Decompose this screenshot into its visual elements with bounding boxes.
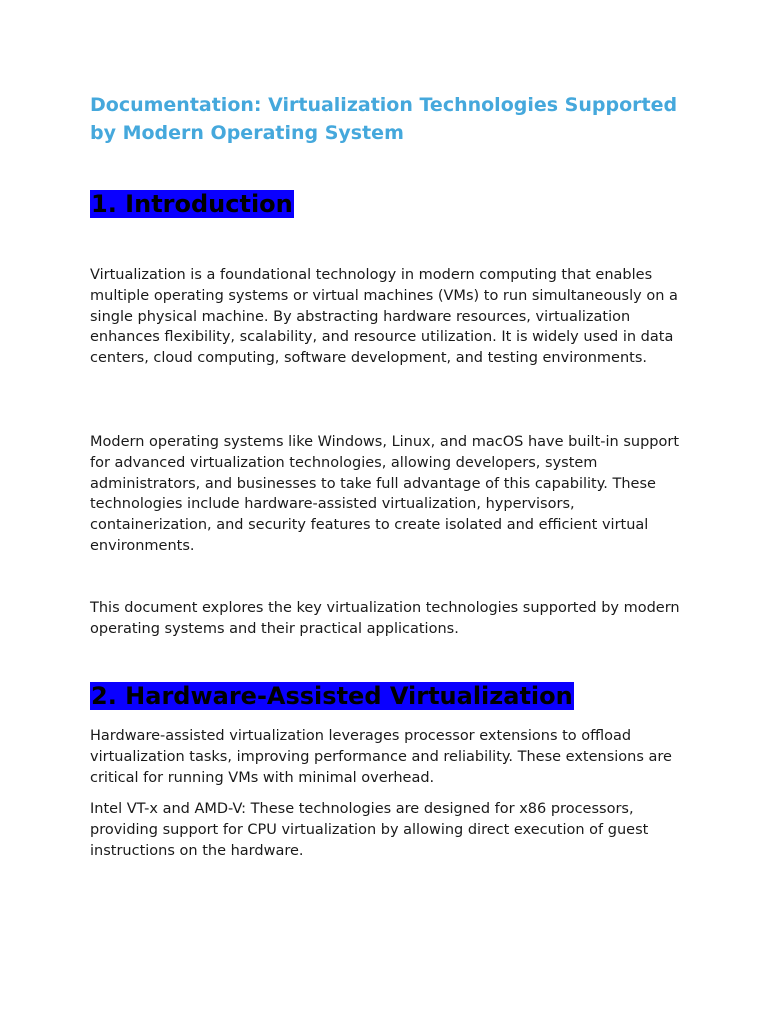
section-heading-introduction-text: 1. Introduction: [91, 190, 293, 218]
section-heading-hardware-assisted-virtualization-text: 2. Hardware-Assisted Virtualization: [91, 682, 573, 710]
section-heading-introduction: [90, 189, 294, 219]
introduction-paragraph-2: Modern operating systems like Windows, Linux, and macOS have built-in support for advanced virtualization technologies, allowing developers, system administrators, and businesses to take full advantage of this capability. These technologies include hardware-assisted virtualization, hypervisors, containerization, and security features to create isolated and efficient virtual environments.: [90, 434, 680, 554]
hardware-virtualization-paragraph-1: Hardware-assisted virtualization leverages processor extensions to offload virtualization tasks, improving performance and reliability. These extensions are critical for running VMs with minimal overhead.: [90, 728, 672, 786]
introduction-paragraph-1: Virtualization is a foundational technology in modern computing that enables multiple operating systems or virtual machines (VMs) to run simultaneously on a single physical machine. By abstracting hardware resources, virtualization enhances flexibility, scalability, and resource utilization. It is widely used in data centers, cloud computing, software development, and testing environments.: [90, 267, 678, 367]
hardware-virtualization-paragraph-2: Intel VT-x and AMD-V: These technologies are designed for x86 processors, providing support for CPU virtualization by allowing direct execution of guest instructions on the hardware.: [90, 801, 649, 859]
introduction-paragraph-3: This document explores the key virtualization technologies supported by modern operating systems and their practical applications.: [90, 600, 680, 637]
section-heading-hardware-assisted-virtualization: [90, 681, 574, 711]
document-title: Documentation: Virtualization Technologies Supported by Modern Operating System: [90, 94, 678, 144]
